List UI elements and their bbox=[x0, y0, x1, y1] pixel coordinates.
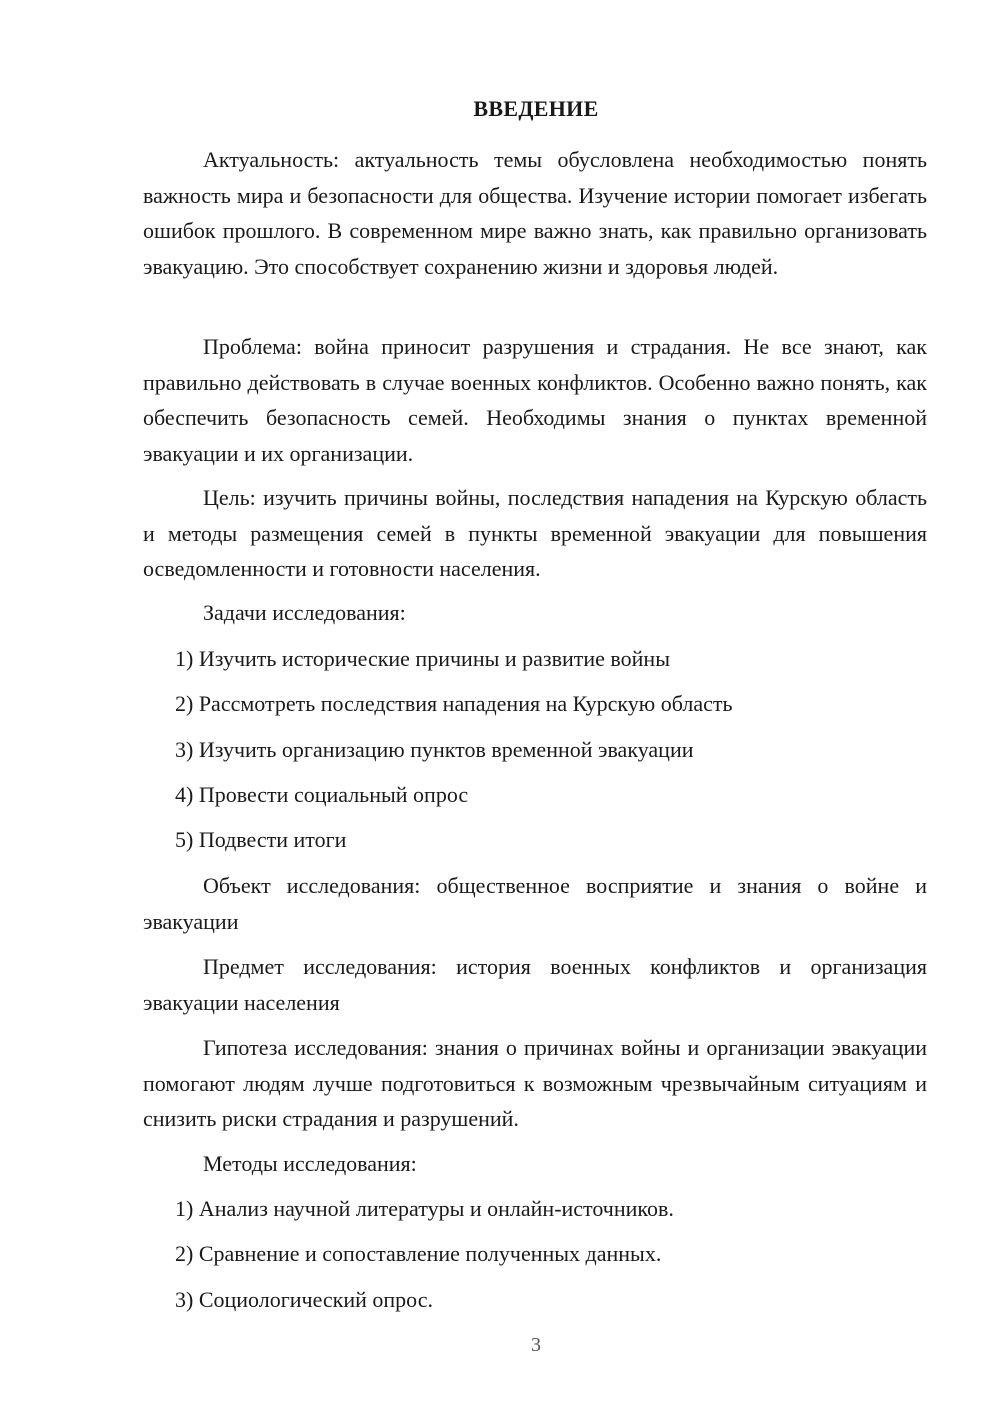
task-item-4: 4) Провести социальный опрос bbox=[175, 782, 469, 807]
relevance-paragraph: Актуальность: актуальность темы обусловлена необходимостью понять важность мира и безопасности для общества. Изучение истории помогает избегать ошибок прошлого. В современном мире важно знать, как правильно организовать эвакуацию. Это способствует сохранению жизни и здоровья людей. bbox=[143, 147, 927, 279]
method-item-2: 2) Сравнение и сопоставление полученных данных. bbox=[175, 1241, 662, 1266]
problem-paragraph: Проблема: война приносит разрушения и страдания. Не все знают, как правильно действовать в случае военных конфликтов. Особенно важно понять, как обеспечить безопасность семей. Необходимы знания о пунктах временной эвакуации и их организации. bbox=[143, 334, 927, 466]
object-paragraph: Объект исследования: общественное восприятие и знания о войне и эвакуации bbox=[143, 873, 927, 934]
methods-heading: Методы исследования: bbox=[203, 1151, 417, 1176]
section-title: ВВЕДЕНИЕ bbox=[473, 96, 599, 121]
page-number: 3 bbox=[531, 1334, 541, 1356]
hypothesis-paragraph: Гипотеза исследования: знания о причинах войны и организации эвакуации помогают людям лучше подготовиться к возможным чрезвычайным ситуациям и снизить риски страдания и разрушений. bbox=[143, 1035, 927, 1131]
task-item-5: 5) Подвести итоги bbox=[175, 827, 347, 852]
task-item-2: 2) Рассмотреть последствия нападения на Курскую область bbox=[175, 691, 733, 716]
method-item-3: 3) Социологический опрос. bbox=[175, 1287, 433, 1312]
method-item-1: 1) Анализ научной литературы и онлайн-источников. bbox=[175, 1196, 674, 1221]
subject-paragraph: Предмет исследования: история военных конфликтов и организация эвакуации населения bbox=[143, 954, 927, 1015]
task-item-1: 1) Изучить исторические причины и развитие войны bbox=[175, 646, 670, 671]
tasks-heading: Задачи исследования: bbox=[203, 600, 406, 625]
task-item-3: 3) Изучить организацию пунктов временной эвакуации bbox=[175, 737, 694, 762]
goal-paragraph: Цель: изучить причины войны, последствия нападения на Курскую область и методы размещения семей в пункты временной эвакуации для повышения осведомленности и готовности населения. bbox=[143, 485, 927, 581]
